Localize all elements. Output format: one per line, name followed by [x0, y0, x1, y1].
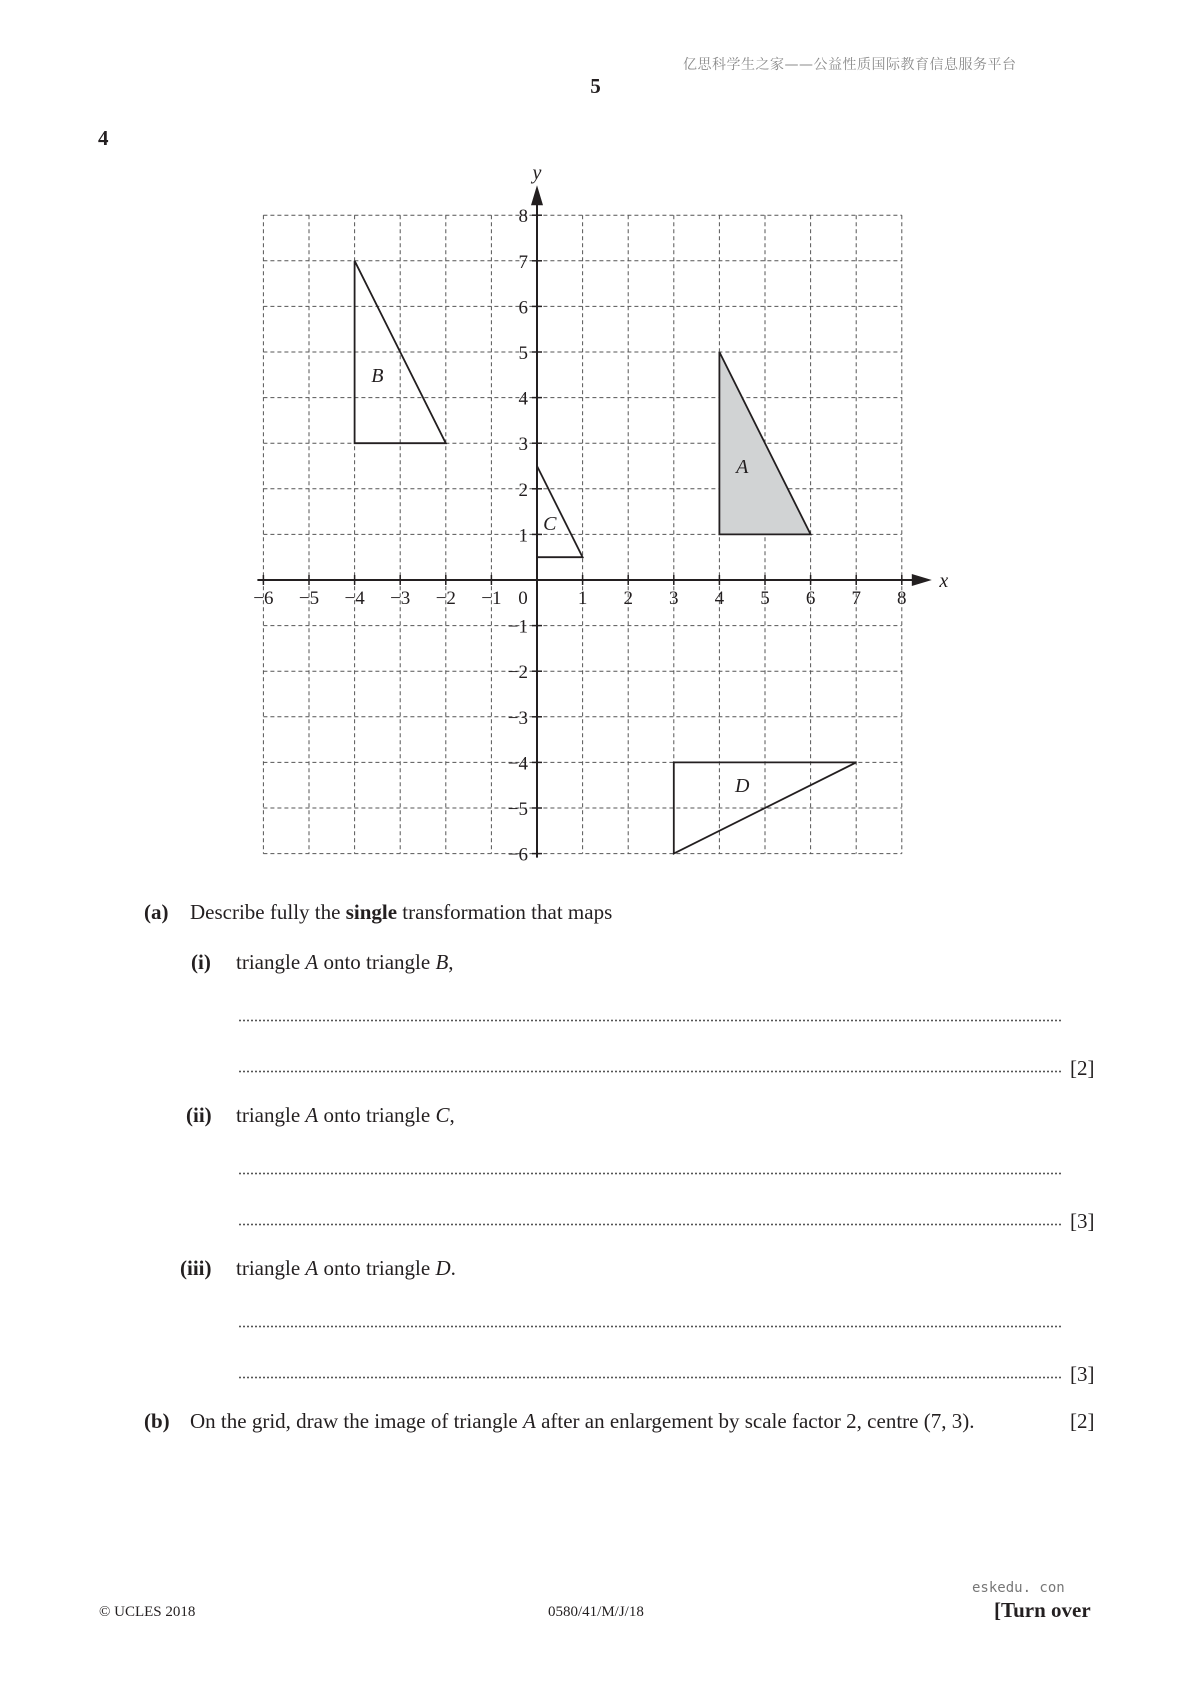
y-axis-label: y: [532, 162, 542, 185]
y-tick-label: 2: [518, 479, 528, 501]
part-a-iii-label: (iii): [180, 1256, 212, 1280]
answer-line[interactable]: [238, 1223, 1062, 1226]
site-header: 亿思科学生之家——公益性质国际教育信息服务平台: [683, 57, 1017, 73]
triangle-c: [537, 466, 583, 557]
triangle-label-d: D: [734, 775, 750, 798]
y-tick-label: −5: [507, 799, 528, 820]
x-tick-label: 7: [851, 588, 861, 609]
page-number: 5: [590, 74, 601, 98]
answer-line[interactable]: [238, 1376, 1062, 1379]
x-tick-label: 4: [714, 588, 725, 609]
part-a-ii-text: triangle A onto triangle C,: [236, 1103, 455, 1127]
answer-line[interactable]: [238, 1325, 1062, 1328]
answer-line[interactable]: [238, 1070, 1062, 1073]
answer-line[interactable]: [238, 1172, 1062, 1175]
watermark: eskedu. con: [972, 1580, 1065, 1596]
x-tick-label: 8: [897, 588, 907, 609]
x-tick-label: 6: [805, 588, 816, 609]
question-number: 4: [98, 126, 109, 150]
y-tick-label: 8: [518, 206, 528, 228]
x-tick-label: −1: [481, 588, 502, 609]
y-tick-label: −4: [507, 753, 528, 775]
x-tick-label: −2: [435, 588, 456, 609]
part-a-ii-marks: [3]: [1070, 1209, 1095, 1233]
triangle-label-b: B: [371, 364, 384, 387]
y-tick-label: −3: [507, 707, 528, 729]
y-tick-label: 7: [518, 251, 528, 273]
part-a-prompt: Describe fully the single transformation that maps: [190, 900, 613, 924]
triangle-label-a: A: [736, 456, 749, 478]
y-tick-label: 4: [518, 388, 528, 410]
axes: [257, 162, 948, 857]
y-tick-label: 5: [518, 343, 528, 364]
answer-line[interactable]: [238, 1019, 1062, 1022]
x-tick-label: −6: [253, 588, 274, 609]
x-tick-label: 1: [577, 588, 588, 609]
turn-over: [Turn over: [994, 1598, 1091, 1622]
paper-code: 0580/41/M/J/18: [548, 1604, 644, 1620]
x-tick-label: 2: [623, 588, 633, 609]
x-axis-arrow: [912, 574, 932, 586]
part-a-ii-label: (ii): [186, 1103, 212, 1127]
x-axis-label: x: [939, 570, 949, 592]
x-tick-label: −4: [344, 588, 365, 609]
part-b-label: (b): [144, 1409, 170, 1433]
x-tick-label: −5: [298, 588, 320, 609]
part-b-marks: [2]: [1070, 1409, 1095, 1433]
y-tick-label: 3: [518, 434, 528, 456]
y-tick-label: −6: [507, 844, 528, 866]
y-axis-arrow: [531, 185, 543, 205]
x-tick-label: 3: [669, 588, 679, 609]
tick-labels: [253, 206, 906, 865]
part-a-label: (a): [144, 900, 169, 924]
y-tick-label: 6: [518, 297, 528, 319]
part-a-i-label: (i): [191, 950, 211, 974]
copyright: © UCLES 2018: [99, 1604, 196, 1620]
part-a-iii-text: triangle A onto triangle D.: [236, 1256, 456, 1280]
y-tick-label: −2: [507, 662, 528, 684]
x-tick-label: −3: [390, 588, 411, 609]
x-tick-label: 0: [518, 588, 528, 609]
y-tick-label: −1: [507, 616, 528, 638]
part-a-iii-marks: [3]: [1070, 1362, 1095, 1386]
triangle-label-c: C: [543, 513, 557, 535]
x-tick-label: 5: [760, 588, 770, 609]
part-b-text: On the grid, draw the image of triangle A after an enlargement by scale factor 2, centre (7, 3).: [190, 1409, 975, 1433]
y-tick-label: 1: [518, 525, 528, 547]
part-a-i-marks: [2]: [1070, 1056, 1095, 1080]
triangles: [355, 261, 857, 854]
part-a-i-text: triangle A onto triangle B,: [236, 950, 454, 974]
